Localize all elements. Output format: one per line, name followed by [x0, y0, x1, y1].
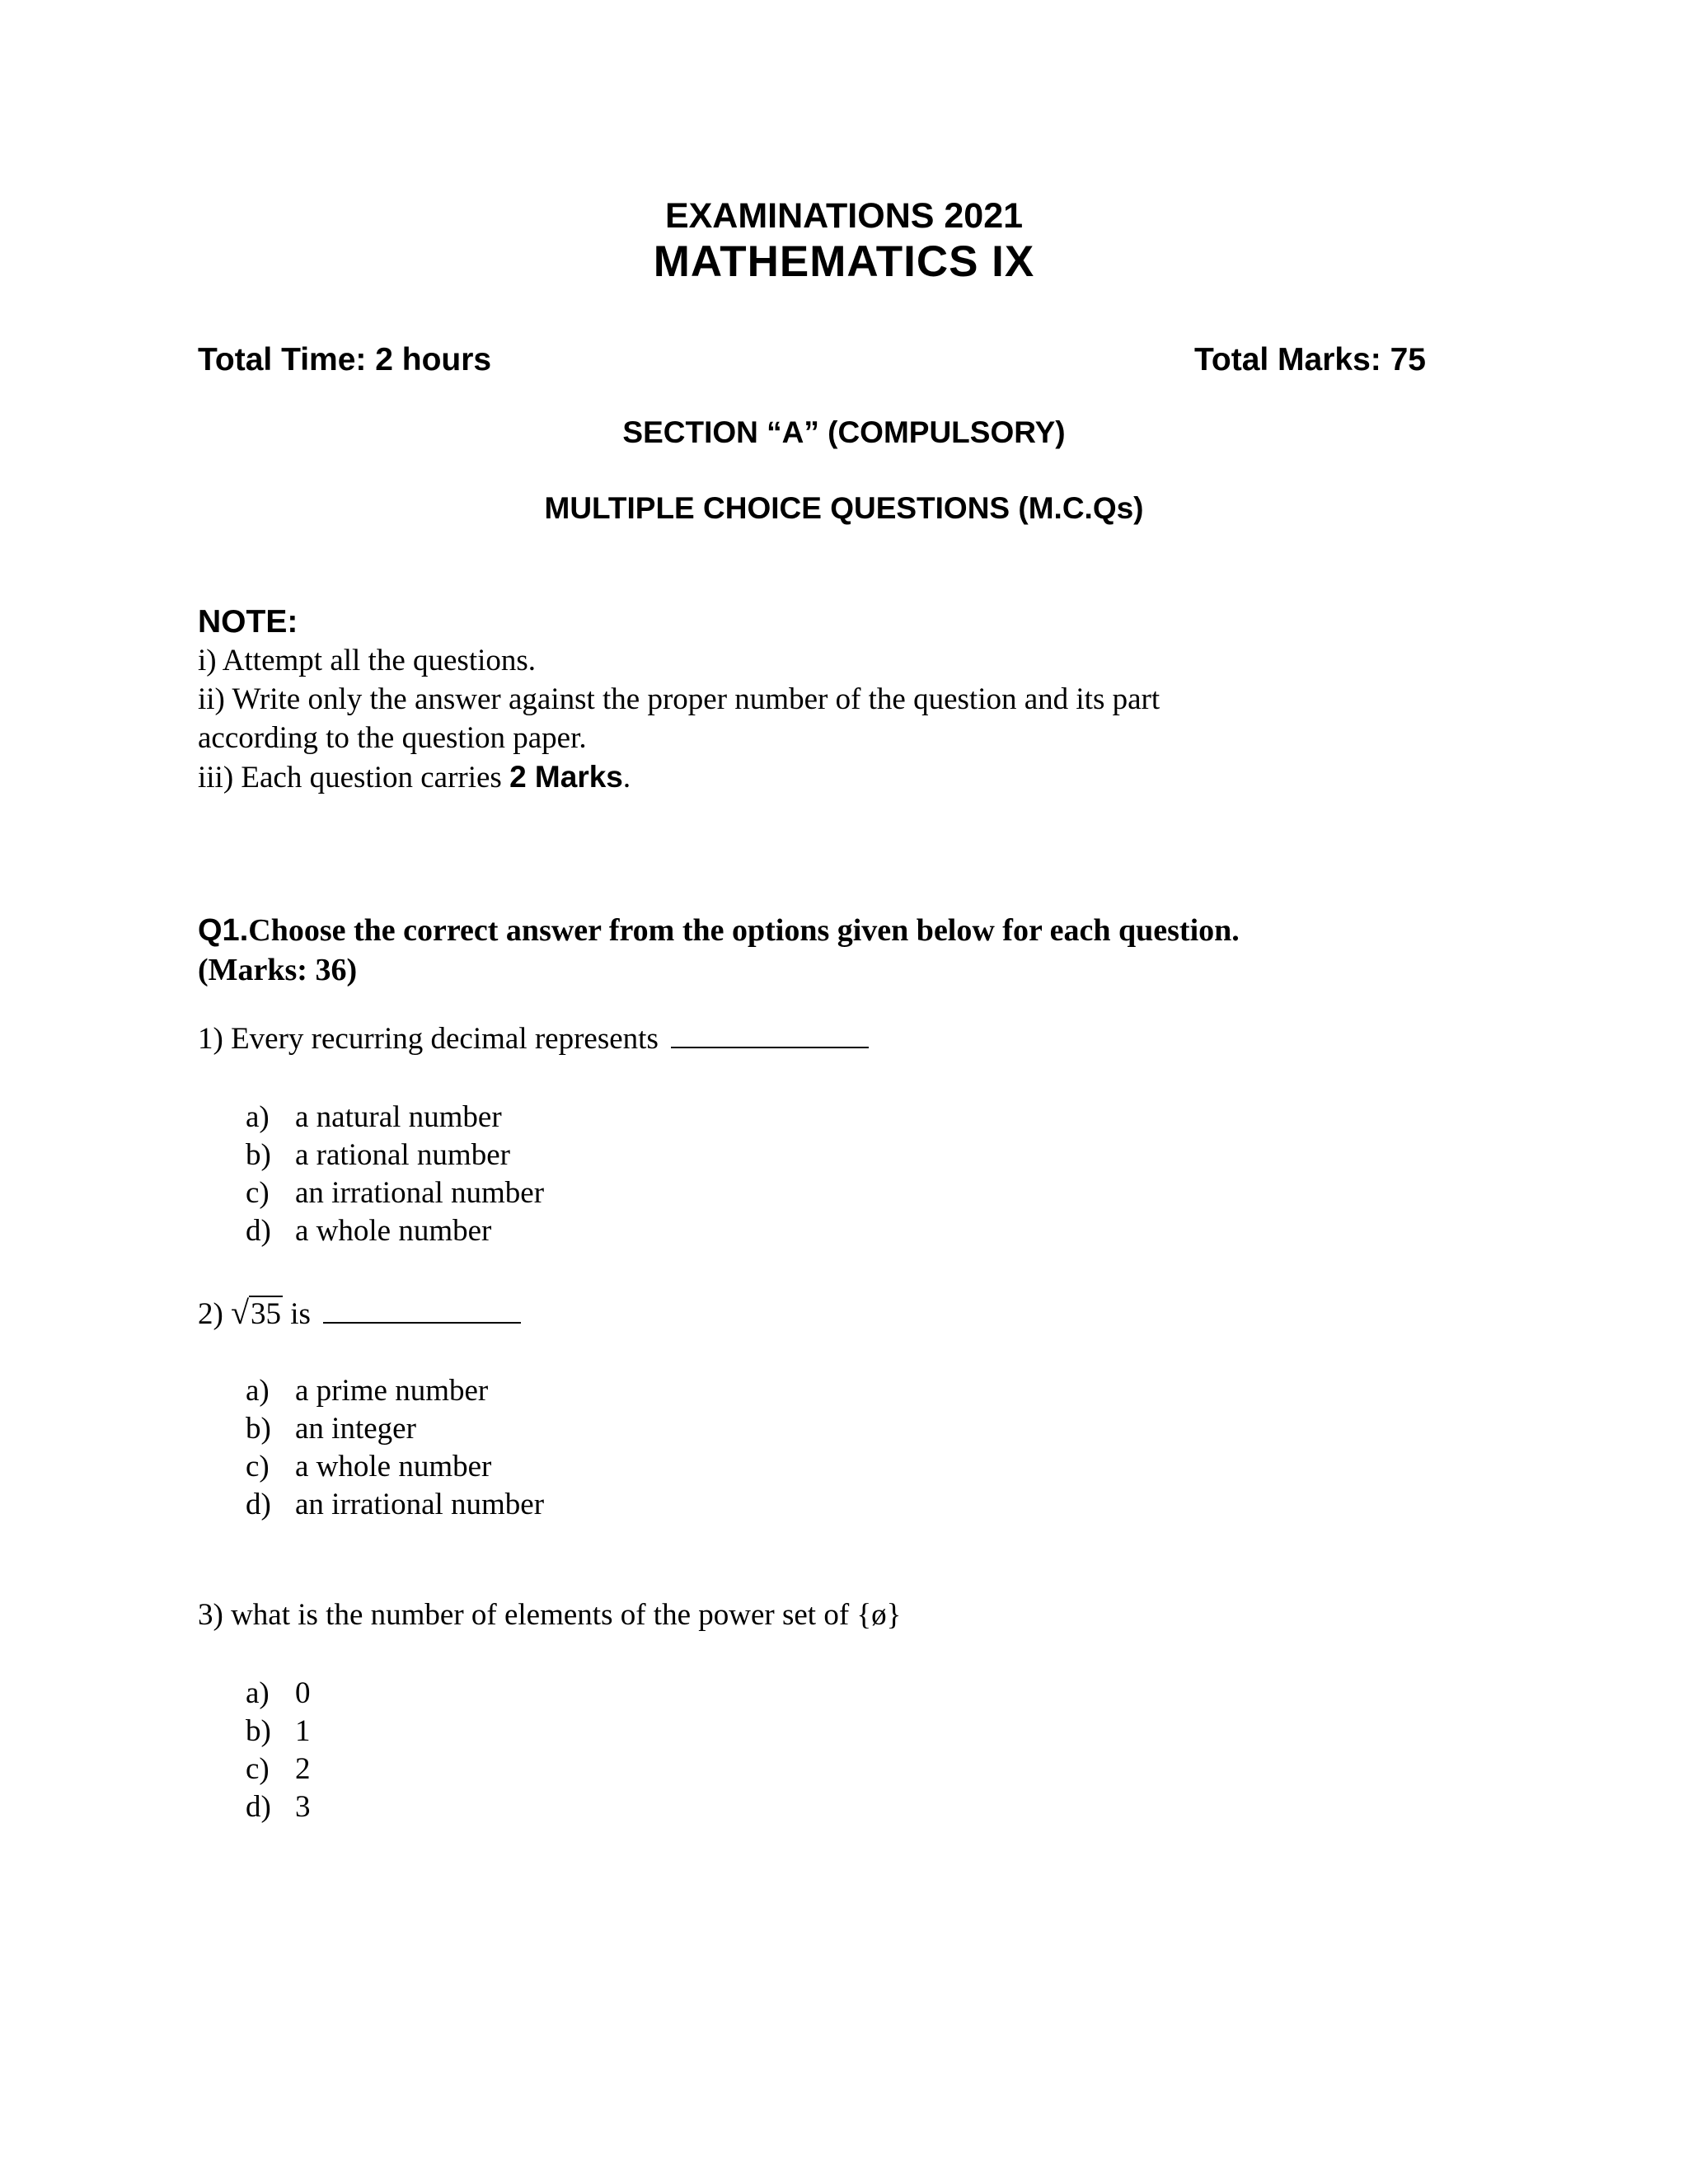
- option: [246, 1750, 311, 1788]
- mcq-heading: MULTIPLE CHOICE QUESTIONS (M.C.Qs): [544, 491, 1144, 525]
- option-text: an irrational number: [295, 1488, 545, 1521]
- exam-title: EXAMINATIONS 2021: [664, 196, 1024, 236]
- note-text: .: [622, 761, 631, 794]
- answer-blank: [671, 1022, 869, 1048]
- q1-marks: (Marks: 36): [198, 953, 358, 987]
- option-letter: a): [246, 1100, 270, 1134]
- question-number: 2): [198, 1297, 223, 1331]
- note-line: [198, 757, 1517, 797]
- option-text: 1: [295, 1714, 311, 1748]
- instructions-note: [198, 603, 1517, 797]
- option-text: an irrational number: [295, 1176, 545, 1210]
- question-3-options: [246, 1675, 311, 1826]
- note-label: NOTE:: [198, 604, 298, 640]
- option-text: a whole number: [295, 1450, 492, 1483]
- question-text: 3) what is the number of elements of the power set of {ø}: [198, 1598, 902, 1632]
- option: [246, 1410, 544, 1448]
- option-text: 3: [295, 1790, 311, 1824]
- question-text: is: [290, 1297, 311, 1331]
- question-block-heading: [198, 911, 1517, 990]
- total-marks: Total Marks: 75: [1193, 342, 1426, 377]
- option: [246, 1713, 311, 1750]
- option-letter: d): [246, 1214, 271, 1248]
- q1-number: Q1.: [198, 913, 249, 948]
- section-heading: SECTION “A” (COMPULSORY): [622, 415, 1066, 449]
- note-line: according to the question paper.: [198, 721, 587, 755]
- question-2-options: [246, 1372, 544, 1524]
- option-letter: b): [246, 1714, 271, 1748]
- note-line: ii) Write only the answer against the proper number of the question and its part: [198, 682, 1160, 716]
- note-marks-emphasis: 2 Marks: [509, 760, 623, 794]
- option: [246, 1099, 544, 1137]
- option-letter: c): [246, 1752, 270, 1786]
- option-letter: c): [246, 1450, 270, 1483]
- option-text: an integer: [295, 1412, 416, 1446]
- option-text: a prime number: [295, 1374, 489, 1408]
- option: [246, 1174, 544, 1212]
- option-letter: d): [246, 1488, 271, 1521]
- option-letter: a): [246, 1374, 270, 1408]
- option-text: a natural number: [295, 1100, 502, 1134]
- option-text: 0: [295, 1676, 311, 1710]
- question-3: [198, 1596, 901, 1634]
- question-1: [198, 1020, 869, 1058]
- question-1-options: [246, 1099, 544, 1250]
- subject-title: MATHEMATICS IX: [653, 237, 1035, 286]
- option: [246, 1137, 544, 1174]
- radical-sign-icon: √: [231, 1294, 250, 1331]
- option-letter: b): [246, 1138, 271, 1172]
- question-2: [198, 1294, 521, 1333]
- option-letter: d): [246, 1790, 271, 1824]
- square-root-expression: [231, 1294, 283, 1333]
- option: [246, 1212, 544, 1250]
- q1-instruction: Choose the correct answer from the options given below for each question.: [248, 913, 1240, 948]
- option-letter: b): [246, 1412, 271, 1446]
- option-text: 2: [295, 1752, 311, 1786]
- option: [246, 1486, 544, 1524]
- option: [246, 1372, 544, 1410]
- question-text: 1) Every recurring decimal represents: [198, 1022, 659, 1056]
- total-time: Total Time: 2 hours: [198, 342, 492, 377]
- option: [246, 1788, 311, 1826]
- option-text: a whole number: [295, 1214, 492, 1248]
- q1-instruction-line: [198, 911, 1517, 950]
- option: [246, 1448, 544, 1486]
- option-text: a rational number: [295, 1138, 510, 1172]
- answer-blank: [323, 1297, 521, 1324]
- option: [246, 1675, 311, 1713]
- option-letter: a): [246, 1676, 270, 1710]
- option-letter: c): [246, 1176, 270, 1210]
- note-line: i) Attempt all the questions.: [198, 644, 537, 677]
- note-text: iii) Each question carries: [198, 761, 510, 794]
- radicand: 35: [251, 1297, 282, 1331]
